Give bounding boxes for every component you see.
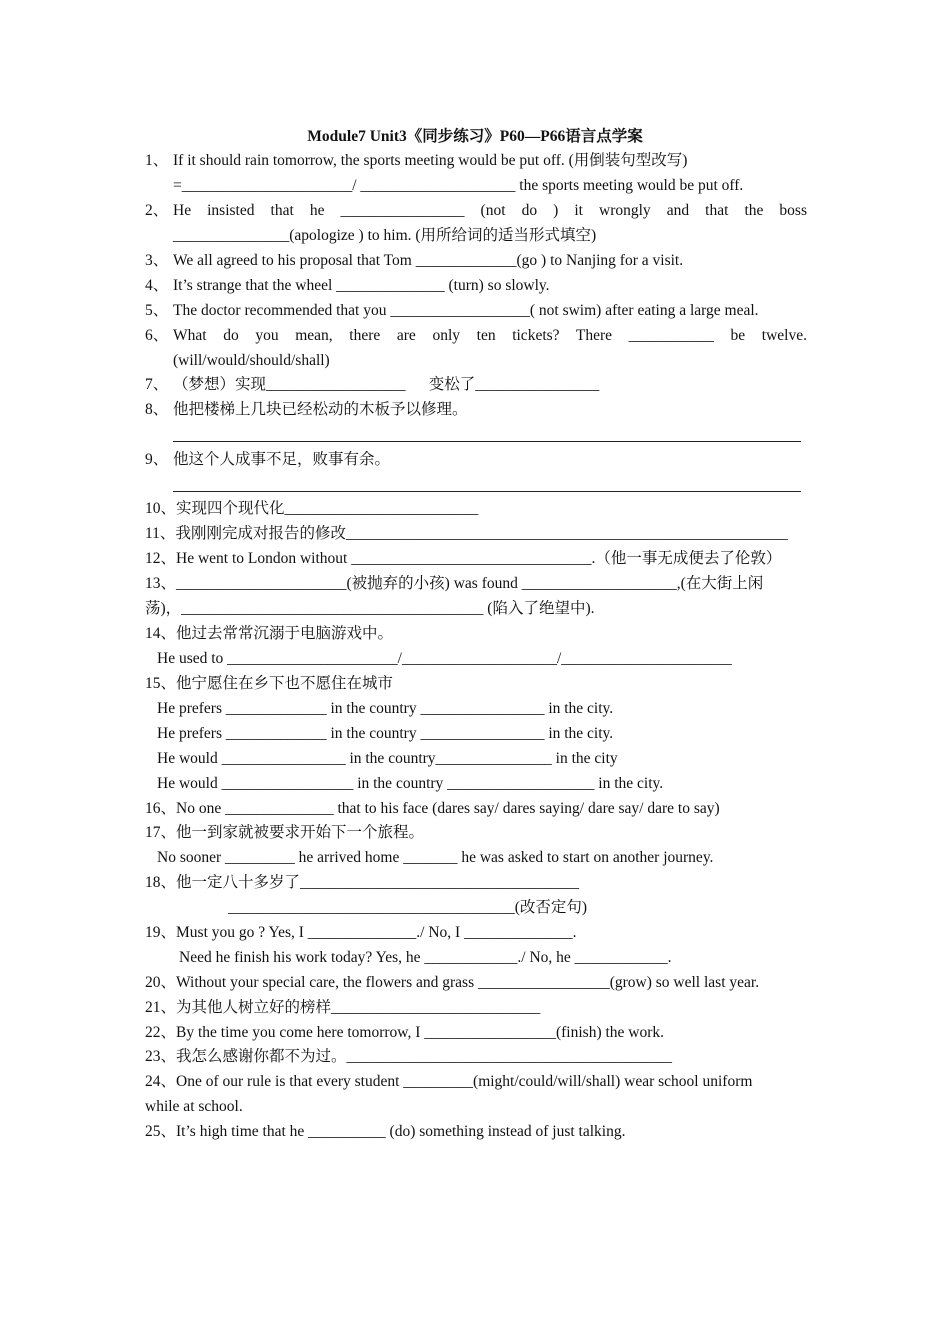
- question-number: 20、: [145, 974, 177, 991]
- question-text: 实现四个现代化_________________________: [176, 500, 479, 517]
- question-text: 他过去常常沉溺于电脑游戏中。: [176, 625, 394, 642]
- question-text: 我刚刚完成对报告的修改_________________________________________________________: [175, 525, 788, 542]
- answer-line: =______________________/ ____________________ the sports meeting would be put off.: [173, 177, 744, 194]
- question-1-line-2: [145, 173, 807, 198]
- question-number: 9、: [145, 451, 169, 468]
- question-number: 2、: [145, 202, 169, 219]
- question-text-continued: Need he finish his work today? Yes, he ____________./ No, he ____________.: [179, 949, 672, 966]
- question-9: [145, 447, 807, 472]
- question-text: 我怎么感谢你都不为过。__________________________________________: [176, 1048, 673, 1065]
- question-text-continued: 荡)，_______________________________________ (陷入了绝望中).: [145, 600, 595, 617]
- question-text: 他宁愿住在乡下也不愿住在城市: [176, 675, 394, 692]
- question-8: [145, 397, 807, 422]
- question-1: [145, 148, 807, 173]
- question-text: It’s strange that the wheel ______________ (turn) so slowly.: [173, 277, 550, 294]
- question-number: 14、: [145, 625, 177, 642]
- answer-line: He used to ______________________/____________________/______________________: [157, 650, 732, 667]
- answer-line: He prefers _____________ in the country ________________ in the city.: [157, 725, 614, 742]
- question-number: 3、: [145, 252, 169, 269]
- question-number: 16、: [145, 800, 177, 817]
- question-15-line-2: [145, 696, 807, 721]
- question-24-line-2: [145, 1094, 807, 1119]
- question-text: What do you mean, there are only ten tickets? There ___________ be twelve.: [173, 327, 807, 344]
- question-7: [145, 372, 807, 397]
- question-number: 1、: [145, 152, 169, 169]
- question-number: 13、: [145, 575, 177, 592]
- question-number: 19、: [145, 924, 177, 941]
- answer-line: _____________________________________(改否定句): [228, 899, 588, 916]
- answer-line: He prefers _____________ in the country ________________ in the city.: [157, 700, 614, 717]
- question-24: [145, 1069, 807, 1094]
- question-number: 6、: [145, 327, 169, 344]
- question-text: He insisted that he ________________ (not do ) it wrongly and that the boss: [173, 202, 807, 219]
- question-14-line-2: [145, 646, 807, 671]
- question-number: 17、: [145, 824, 177, 841]
- question-number: 4、: [145, 277, 169, 294]
- question-number: 24、: [145, 1073, 177, 1090]
- question-13: [145, 571, 807, 596]
- question-text: 他一到家就被要求开始下一个旅程。: [176, 824, 425, 841]
- question-number: 12、: [145, 550, 177, 567]
- question-6: [145, 323, 807, 348]
- question-text: （梦想）实现__________________ 变松了________________: [173, 376, 600, 393]
- question-text: It’s high time that he __________ (do) something instead of just talking.: [176, 1123, 626, 1140]
- question-number: 8、: [145, 401, 169, 418]
- question-text: The doctor recommended that you __________________( not swim) after eating a large meal.: [173, 302, 759, 319]
- question-19: [145, 920, 807, 945]
- question-number: 21、: [145, 999, 177, 1016]
- question-text: 为其他人树立好的榜样___________________________: [176, 999, 541, 1016]
- question-number: 5、: [145, 302, 169, 319]
- question-18: [145, 870, 807, 895]
- question-15: [145, 671, 807, 696]
- question-19-line-2: [145, 945, 807, 970]
- question-17: [145, 820, 807, 845]
- question-15-line-5: [145, 771, 807, 796]
- question-20: [145, 970, 807, 995]
- question-text: 他把楼梯上几块已经松动的木板予以修理。: [173, 401, 468, 418]
- answer-rule-8: [173, 441, 801, 442]
- question-number: 10、: [145, 500, 177, 517]
- question-2: [145, 198, 807, 223]
- question-15-line-4: [145, 746, 807, 771]
- question-text: 他一定八十多岁了____________________________________: [176, 874, 580, 891]
- question-text: Must you go ? Yes, I ______________./ No, I ______________.: [176, 924, 577, 941]
- question-text: We all agreed to his proposal that Tom _____________(go ) to Nanjing for a visit.: [173, 252, 684, 269]
- question-22: [145, 1020, 807, 1045]
- question-18-line-2: [145, 895, 807, 920]
- question-21: [145, 995, 807, 1020]
- question-10: [145, 496, 807, 521]
- question-13-line-2: [145, 596, 807, 621]
- question-text: No one ______________ that to his face (dares say/ dares saying/ dare say/ dare to say): [176, 800, 720, 817]
- page-title: Module7 Unit3《同步练习》P60—P66语言点学案: [307, 128, 643, 145]
- question-number: 11、: [145, 525, 176, 542]
- question-number: 25、: [145, 1123, 177, 1140]
- question-text: 他这个人成事不足，败事有余。: [173, 451, 391, 468]
- question-17-line-2: [145, 845, 807, 870]
- question-text: ______________________(被抛弃的小孩) was found ____________________,(在大街上闲: [176, 575, 764, 592]
- question-2-line-2: [145, 223, 807, 248]
- answer-line: He would _________________ in the country ___________________ in the city.: [157, 775, 664, 792]
- question-25: [145, 1119, 807, 1144]
- question-number: 7、: [145, 376, 169, 393]
- question-text: Without your special care, the flowers and grass _________________(grow) so well last year.: [176, 974, 760, 991]
- question-number: 23、: [145, 1048, 177, 1065]
- question-text: He went to London without _______________________________.（他一事无成便去了伦敦）: [176, 550, 782, 567]
- question-5: [145, 298, 807, 323]
- question-6-line-2: [145, 348, 807, 373]
- question-15-line-3: [145, 721, 807, 746]
- question-number: 18、: [145, 874, 177, 891]
- answer-line: He would ________________ in the country_______________ in the city: [157, 750, 618, 767]
- question-3: [145, 248, 807, 273]
- question-4: [145, 273, 807, 298]
- question-12: [145, 546, 807, 571]
- question-text: By the time you come here tomorrow, I _________________(finish) the work.: [176, 1024, 665, 1041]
- question-options: (will/would/should/shall): [173, 352, 330, 369]
- answer-line: No sooner _________ he arrived home _______ he was asked to start on another journey.: [157, 849, 714, 866]
- question-text-continued: while at school.: [145, 1098, 243, 1115]
- question-11: [145, 521, 807, 546]
- question-text: If it should rain tomorrow, the sports meeting would be put off. (用倒装句型改写): [173, 152, 688, 169]
- question-16: [145, 796, 807, 821]
- question-number: 22、: [145, 1024, 177, 1041]
- question-text: One of our rule is that every student _________(might/could/will/shall) wear school uniform: [176, 1073, 753, 1090]
- question-text-continued: _______________(apologize ) to him. (用所给词的适当形式填空): [173, 227, 597, 244]
- question-23: [145, 1044, 807, 1069]
- question-14: [145, 621, 807, 646]
- answer-rule-9: [173, 491, 801, 492]
- question-number: 15、: [145, 675, 177, 692]
